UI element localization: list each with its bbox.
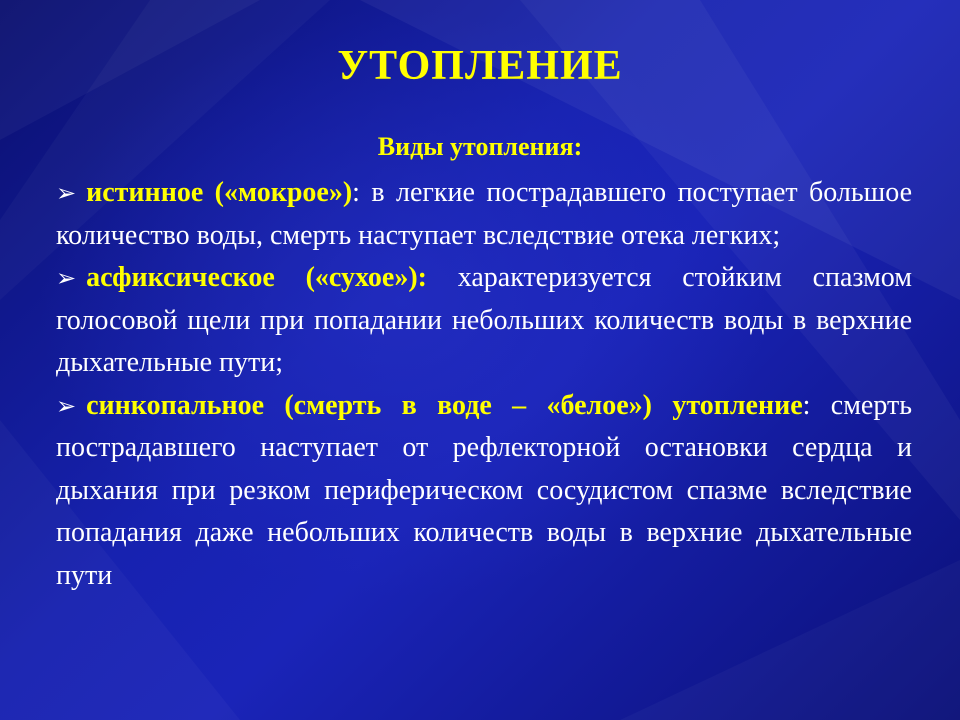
arrow-bullet-icon: ➢ (56, 179, 77, 207)
list-item-term: асфиксическое («сухое»): (86, 262, 427, 293)
list-item-text: : смерть пострадавшего наступает от рефлекторной остановки сердца и дыхания при резком периферическом сосудистом спазме вследствие попадания даже небольших количеств воды в верхние дыхательные пути (56, 389, 912, 591)
arrow-bullet-icon: ➢ (56, 264, 77, 292)
slide-title: УТОПЛЕНИЕ (337, 43, 623, 89)
list-item (56, 257, 912, 385)
list-item-text: : в легкие пострадавшего поступает большое количество воды, смерть наступает вследствие отека легких; (56, 177, 913, 251)
list-item (56, 172, 912, 257)
list-item-term: истинное («мокрое») (86, 177, 353, 208)
list-item-text: характеризуется стойким спазмом голосовой щели при попадании небольших количеств воды в верхние дыхательные пути; (56, 262, 912, 378)
arrow-bullet-icon: ➢ (56, 391, 77, 420)
slide-subtitle: Виды утопления: (377, 132, 583, 161)
list-item (56, 385, 912, 598)
list-item-term: синкопальное (смерть в воде – «белое») утопление (86, 389, 803, 421)
bullet-list (56, 172, 912, 597)
